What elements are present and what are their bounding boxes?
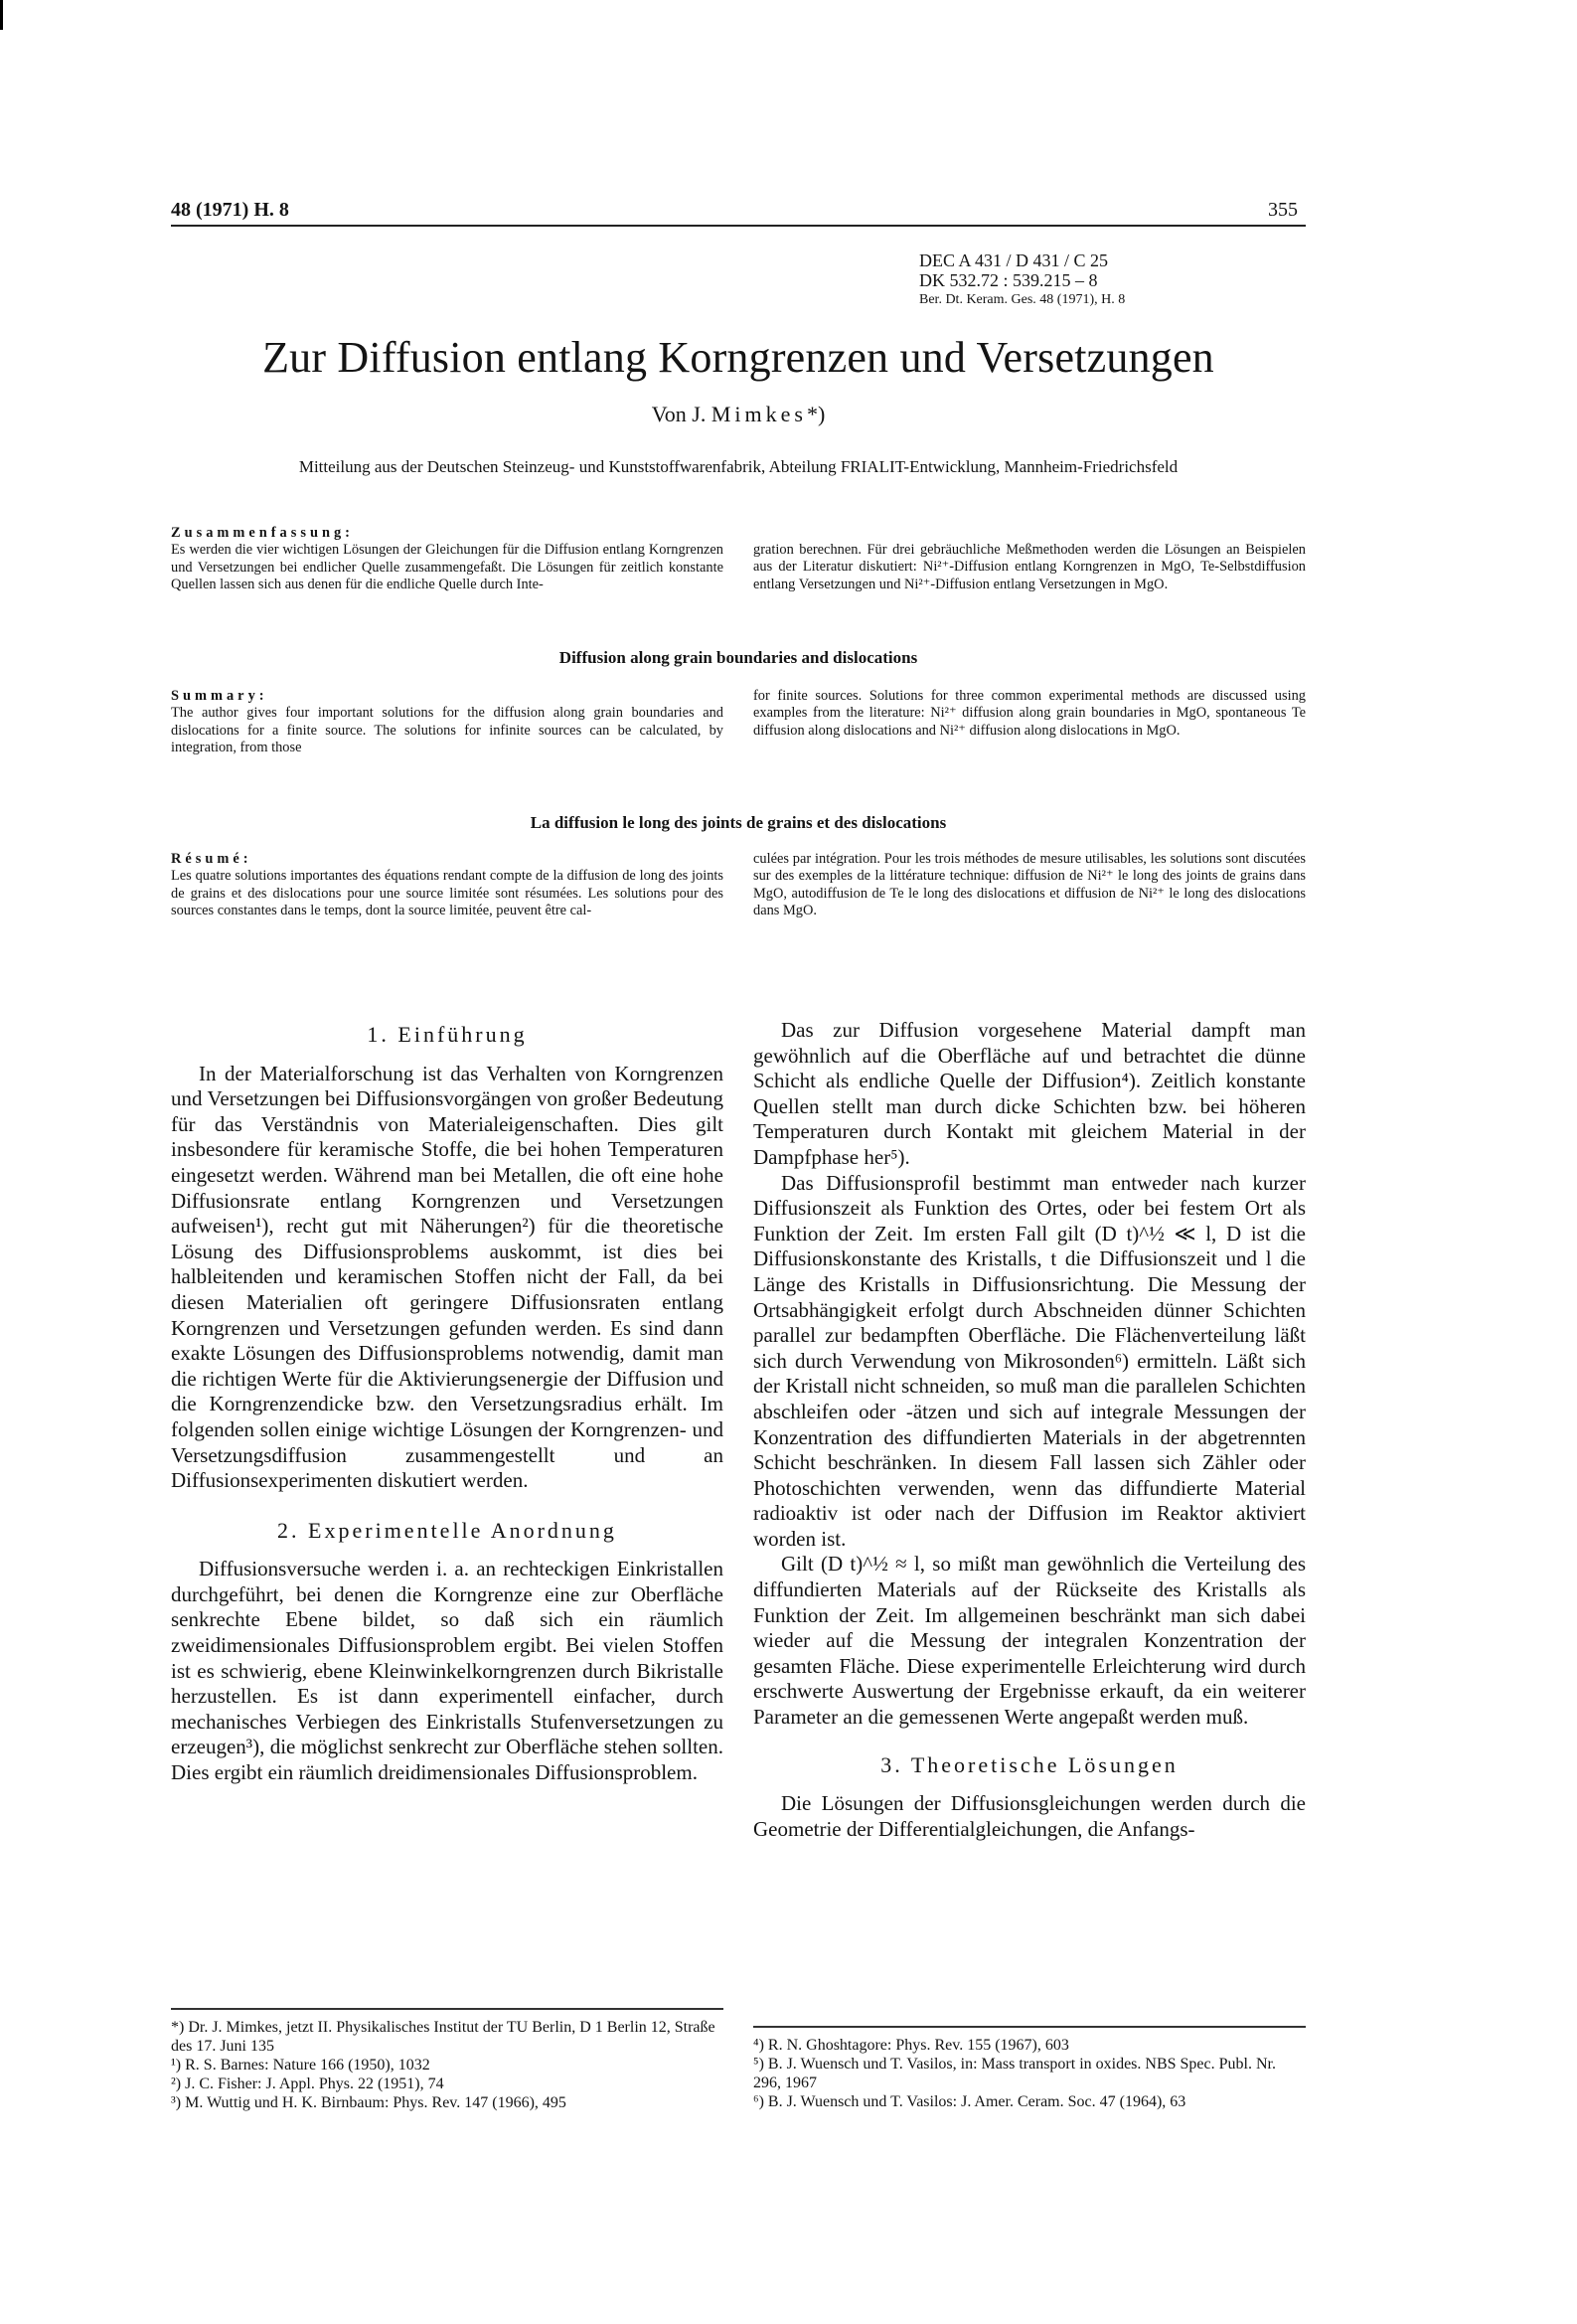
right-paragraph-3: Gilt (D t)^½ ≈ l, so mißt man gewöhnlich die Verteilung des diffundierten Materials auf der Rückseite des Kristalls als Funktion der Zeit. Im allgemeinen beschränkt man sich dabei wieder auf die Messung der integralen Konzentration der gesamten Fläche. Diese experimentelle Erleichterung wird durch erschwerte Auswertung der Ergebnisse erkauft, da ein weiterer Parameter an die gemessenen Werte angepaßt werden muß. xyxy=(753,1552,1306,1730)
footnote-2: ²) J. C. Fisher: J. Appl. Phys. 22 (1951), 74 xyxy=(171,2075,444,2092)
footnote-1: ¹) R. S. Barnes: Nature 166 (1950), 1032 xyxy=(171,2057,430,2074)
section-2-paragraph: Diffusionsversuche werden i. a. an rechteckigen Einkristallen durchgeführt, bei denen die Korngrenze eine zur Oberfläche senkrechte Ebene bildet, so daß sich ein räumlich zweidimensionales Diffusionsproblem ergibt. Bei vielen Stoffen ist es schwierig, ebene Kleinwinkelkorngrenzen durch Bikristalle herzustellen. Es ist dann experimentell einfacher, durch mechanisches Verbiegen des Einkristalls Stufenversetzungen zu erzeugen³), die möglichst senkrecht zur Oberfläche stehen sollten. Dies ergibt ein räumlich dreidimensionales Diffusionsproblem. xyxy=(171,1557,723,1785)
left-column xyxy=(171,1022,723,1786)
footnote-5: ⁵) B. J. Wuensch und T. Vasilos, in: Mass transport in oxides. NBS Spec. Publ. Nr. 296, 1967 xyxy=(753,2056,1276,2091)
journal-issue: 48 (1971) H. 8 xyxy=(171,199,289,221)
abstract-de-left xyxy=(171,525,723,594)
abstract-fr-left xyxy=(171,851,723,920)
section-3-paragraph: Die Lösungen der Diffusionsgleichungen werden durch die Geometrie der Differentialgleichungen, die Anfangs- xyxy=(753,1791,1306,1841)
abstract-en-heading: Diffusion along grain boundaries and dislocations xyxy=(558,648,918,667)
abstract-fr-label: Résumé: xyxy=(171,851,252,867)
classification-dec: DEC A 431 / D 431 / C 25 xyxy=(919,250,1109,270)
abstract-de-text-left: Es werden die vier wichtigen Lösungen der Gleichungen für die Diffusion entlang Korngrenzen und Versetzungen bei endlicher Quelle zusammengefaßt. Die Lösungen für zeitlich konstante Quellen lassen sich aus denen für die endliche Quelle durch Inte- xyxy=(171,542,723,593)
footnote-6: ⁶) B. J. Wuensch und T. Vasilos: J. Amer. Ceram. Soc. 47 (1964), 63 xyxy=(753,2093,1186,2110)
section-3-title: 3. Theoretische Lösungen xyxy=(880,1751,1179,1777)
right-column xyxy=(753,1018,1306,1842)
abstract-en-label: Summary: xyxy=(171,688,268,704)
right-paragraph-2: Das Diffusionsprofil bestimmt man entweder nach kurzer Diffusionszeit als Funktion des Ortes, oder bei festem Ort als Funktion der Zeit. Im ersten Fall gilt (D t)^½ ≪ l, D ist die Diffusionskonstante des Kristalls, t die Diffusionszeit und l die Länge des Kristalls in Diffusionsrichtung. Die Messung der Ortsabhängigkeit erfolgt durch Abschneiden dünner Schichten parallel zur bedampften Oberfläche. Die Flächenverteilung läßt sich durch Verwendung von Mikrosonden⁶) ermitteln. Läßt sich der Kristall nicht schneiden, so muß man die parallelen Schichten abschleifen oder -ätzen und sich auf integrale Messungen der Konzentration des diffundierten Materials in der abgetrennten Schicht beschränken. In diesem Fall lassen sich Zähler oder Photoschichten verwenden, wenn das diffundierte Material radioaktiv ist oder nach der Diffusion im Reaktor aktiviert worden ist. xyxy=(753,1170,1306,1551)
header-rule xyxy=(171,225,1306,227)
abstract-fr-heading: La diffusion le long des joints de grains et des dislocations xyxy=(530,813,947,832)
classification-citation: Ber. Dt. Keram. Ges. 48 (1971), H. 8 xyxy=(919,292,1126,307)
section-2-title: 2. Experimentelle Anordnung xyxy=(277,1517,617,1543)
classification-dk: DK 532.72 : 539.215 – 8 xyxy=(919,270,1098,290)
abstract-en-right: for finite sources. Solutions for three common experimental methods are discussed using examples from the literature: Ni²⁺ diffusion along grain boundaries in MgO, spontaneous Te diffusion along dislocations and Ni²⁺ diffusion along dislocations in MgO. xyxy=(753,688,1306,739)
right-paragraph-1: Das zur Diffusion vorgesehene Material dampft man gewöhnlich auf die Oberfläche auf und betrachtet die dünne Schicht als endliche Quelle der Diffusion⁴). Zeitlich konstante Quellen stellt man durch dicke Schichten bzw. bei höheren Temperaturen durch Kontakt mit gleichem Material in der Dampfphase her⁵). xyxy=(753,1018,1306,1169)
author-prefix: Von J. xyxy=(651,402,707,426)
author-footnote-mark: *) xyxy=(806,402,826,426)
abstract-en-text-left: The author gives four important solutions for the diffusion along grain boundaries and dislocations for a finite source. The solutions for infinite sources can be calculated, by integration, from those xyxy=(171,705,723,756)
footnote-author: *) Dr. J. Mimkes, jetzt II. Physikalisches Institut der TU Berlin, D 1 Berlin 12, Straße des 17. Juni 135 xyxy=(171,2019,715,2055)
affiliation: Mitteilung aus der Deutschen Steinzeug- und Kunststoffwarenfabrik, Abteilung FRIALIT-Entwicklung, Mannheim-Friedrichsfeld xyxy=(298,457,1179,476)
abstract-en-left xyxy=(171,688,723,757)
footnotes-left xyxy=(171,2018,723,2112)
footnote-rule-left xyxy=(171,2008,723,2010)
scan-margin-mark xyxy=(0,0,3,30)
abstract-fr-text-left: Les quatre solutions importantes des équations rendant compte de la diffusion de long des joints de grains et des dislocations pour une source limitée sont résumées. Les solutions pour des sources constantes dans le temps, dont la source limitée, peuvent être cal- xyxy=(171,868,723,919)
section-1-paragraph: In der Materialforschung ist das Verhalten von Korngrenzen und Versetzungen bei Diffusionsvorgängen von großer Bedeutung für das Verständnis von Materialeigenschaften. Dies gilt insbesondere für keramische Stoffe, die bei hohen Temperaturen eingesetzt werden. Während man bei Metallen, die oft eine hohe Diffusionsrate entlang Korngrenzen und Versetzungen aufweisen¹), recht gut mit Näherungen²) für die theoretische Lösung des Diffusionsproblems auskommt, ist dies bei halbleitenden und keramischen Stoffen nicht der Fall, da bei diesen Materialien oft geringere Diffusionsraten entlang Korngrenzen und Versetzungen gefunden werden. Es sind dann exakte Lösungen des Diffusionsproblems notwendig, damit man die richtigen Werte für die Aktivierungsenergie der Diffusion und die Korngrenzendicke bzw. den Versetzungsradius erhält. Im folgenden sollen einige wichtige Lösungen der Korngrenzen- und Versetzungsdiffusion zusammengestellt und an Diffusionsexperimenten diskutiert werden. xyxy=(171,1061,723,1493)
abstract-de-right: gration berechnen. Für drei gebräuchliche Meßmethoden werden die Lösungen an Beispielen aus der Literatur diskutiert: Ni²⁺-Diffusion entlang Korngrenzen in MgO, Te-Selbstdiffusion entlang Versetzungen und Ni²⁺-Diffusion entlang Versetzungen in MgO. xyxy=(753,542,1306,592)
author-name: Mimkes xyxy=(710,402,807,426)
abstract-fr-right: culées par intégration. Pour les trois méthodes de mesure utilisables, les solutions sont discutées sur des exemples de la littérature technique: diffusion de Ni²⁺ le long des joints de grains dans MgO, autodiffusion de Te le long des dislocations et diffusion de Ni²⁺ le long des dislocations dans MgO. xyxy=(753,851,1306,919)
abstract-de-label: Zusammenfassung: xyxy=(171,525,354,541)
footnote-4: ⁴) R. N. Ghoshtagore: Phys. Rev. 155 (1967), 603 xyxy=(753,2037,1069,2054)
footnote-rule-right xyxy=(753,2026,1306,2028)
page-number: 355 xyxy=(1268,199,1298,221)
footnotes-right xyxy=(753,2036,1306,2111)
classification-codes xyxy=(919,250,1125,310)
footnote-3: ³) M. Wuttig und H. K. Birnbaum: Phys. Rev. 147 (1966), 495 xyxy=(171,2094,566,2111)
article-title: Zur Diffusion entlang Korngrenzen und Versetzungen xyxy=(262,333,1214,382)
section-1-title: 1. Einführung xyxy=(367,1022,528,1047)
author-line xyxy=(171,402,1306,427)
